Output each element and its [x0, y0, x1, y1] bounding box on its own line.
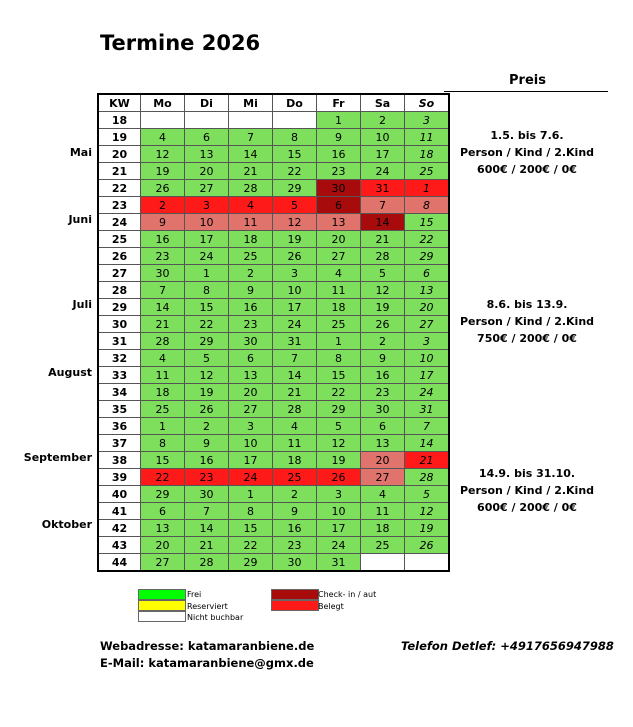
week-number: 42: [99, 520, 141, 537]
day-cell: 18: [361, 520, 405, 537]
day-cell: 12: [361, 282, 405, 299]
day-cell: 27: [317, 248, 361, 265]
day-cell: 11: [405, 129, 449, 146]
legend-label-belegt: Belegt: [318, 602, 344, 611]
day-cell: 17: [405, 367, 449, 384]
week-row: [99, 146, 449, 163]
legend-label-frei: Frei: [187, 590, 202, 599]
day-cell: [229, 112, 273, 129]
week-number: 23: [99, 197, 141, 214]
day-cell: 18: [405, 146, 449, 163]
day-cell: 11: [141, 367, 185, 384]
day-cell: 3: [405, 112, 449, 129]
month-label-mai: Mai: [69, 146, 92, 159]
calendar-header-row: [99, 95, 449, 112]
day-cell: 23: [185, 469, 229, 486]
day-cell: 8: [141, 435, 185, 452]
day-cell: 17: [185, 231, 229, 248]
legend-swatch-checkin: [271, 589, 319, 600]
week-row: [99, 452, 449, 469]
day-cell: 9: [273, 503, 317, 520]
day-cell: 29: [229, 554, 273, 571]
day-cell: 3: [273, 265, 317, 282]
month-label-august: August: [48, 366, 92, 379]
day-cell: 10: [229, 435, 273, 452]
day-cell: 24: [361, 163, 405, 180]
day-cell: 28: [405, 469, 449, 486]
day-cell: 13: [361, 435, 405, 452]
day-cell: 14: [141, 299, 185, 316]
day-cell: 3: [405, 333, 449, 350]
month-label-juli: Juli: [72, 298, 92, 311]
day-cell: 4: [317, 265, 361, 282]
day-cell: 14: [185, 520, 229, 537]
day-cell: 11: [229, 214, 273, 231]
price-amounts: 600€ / 200€ / 0€: [477, 501, 577, 514]
week-row: [99, 333, 449, 350]
day-cell: [185, 112, 229, 129]
day-cell: 17: [361, 146, 405, 163]
day-cell: 26: [405, 537, 449, 554]
day-cell: 3: [229, 418, 273, 435]
week-row: [99, 299, 449, 316]
day-cell: 5: [185, 350, 229, 367]
day-cell: 28: [141, 333, 185, 350]
day-cell: 2: [229, 265, 273, 282]
day-cell: 16: [317, 146, 361, 163]
day-cell: 24: [273, 316, 317, 333]
day-cell: 17: [317, 520, 361, 537]
day-cell: 22: [229, 537, 273, 554]
page-title: Termine 2026: [100, 31, 261, 55]
price-block-2: [446, 296, 608, 347]
price-block-1: [446, 127, 608, 178]
legend-swatch-frei: [138, 589, 186, 600]
price-header-underline: [444, 91, 608, 92]
header-day: So: [405, 95, 449, 112]
day-cell: 19: [185, 384, 229, 401]
week-number: 27: [99, 265, 141, 282]
week-number: 22: [99, 180, 141, 197]
day-cell: 14: [361, 214, 405, 231]
day-cell: 13: [141, 520, 185, 537]
week-row: [99, 265, 449, 282]
week-row: [99, 248, 449, 265]
day-cell: 22: [405, 231, 449, 248]
day-cell: 4: [141, 350, 185, 367]
day-cell: 13: [229, 367, 273, 384]
week-number: 40: [99, 486, 141, 503]
day-cell: 29: [405, 248, 449, 265]
day-cell: 19: [361, 299, 405, 316]
day-cell: 2: [141, 197, 185, 214]
week-number: 34: [99, 384, 141, 401]
day-cell: 16: [273, 520, 317, 537]
day-cell: 25: [273, 469, 317, 486]
day-cell: 30: [317, 180, 361, 197]
day-cell: 12: [185, 367, 229, 384]
day-cell: 23: [317, 163, 361, 180]
day-cell: 21: [405, 452, 449, 469]
day-cell: 20: [229, 384, 273, 401]
day-cell: 9: [141, 214, 185, 231]
header-day: Di: [185, 95, 229, 112]
day-cell: 31: [273, 333, 317, 350]
day-cell: 29: [185, 333, 229, 350]
week-row: [99, 180, 449, 197]
day-cell: 4: [361, 486, 405, 503]
day-cell: 29: [141, 486, 185, 503]
week-number: 18: [99, 112, 141, 129]
day-cell: 28: [273, 401, 317, 418]
day-cell: 26: [361, 316, 405, 333]
price-amounts: 750€ / 200€ / 0€: [477, 332, 577, 345]
day-cell: 29: [317, 401, 361, 418]
day-cell: 18: [229, 231, 273, 248]
day-cell: 16: [185, 452, 229, 469]
week-number: 25: [99, 231, 141, 248]
header-day: Fr: [317, 95, 361, 112]
day-cell: 2: [361, 112, 405, 129]
day-cell: 21: [141, 316, 185, 333]
day-cell: 11: [273, 435, 317, 452]
day-cell: 8: [317, 350, 361, 367]
day-cell: 15: [405, 214, 449, 231]
week-number: 21: [99, 163, 141, 180]
day-cell: 24: [185, 248, 229, 265]
day-cell: 23: [361, 384, 405, 401]
day-cell: 13: [185, 146, 229, 163]
day-cell: 20: [185, 163, 229, 180]
day-cell: 22: [141, 469, 185, 486]
week-row: [99, 418, 449, 435]
week-row: [99, 197, 449, 214]
day-cell: 10: [273, 282, 317, 299]
week-number: 32: [99, 350, 141, 367]
day-cell: 9: [361, 350, 405, 367]
week-row: [99, 469, 449, 486]
week-number: 41: [99, 503, 141, 520]
day-cell: 3: [185, 197, 229, 214]
day-cell: 1: [185, 265, 229, 282]
header-kw: KW: [99, 95, 141, 112]
price-categories: Person / Kind / 2.Kind: [459, 146, 595, 159]
week-number: 43: [99, 537, 141, 554]
day-cell: 10: [405, 350, 449, 367]
week-row: [99, 554, 449, 571]
month-label-oktober: Oktober: [41, 518, 92, 531]
day-cell: 10: [317, 503, 361, 520]
day-cell: 8: [229, 503, 273, 520]
phone-number: Telefon Detlef: +4917656947988: [401, 639, 614, 653]
price-amounts: 600€ / 200€ / 0€: [477, 163, 577, 176]
day-cell: 6: [229, 350, 273, 367]
day-cell: 27: [185, 180, 229, 197]
day-cell: 2: [273, 486, 317, 503]
day-cell: 16: [141, 231, 185, 248]
day-cell: 20: [361, 452, 405, 469]
day-cell: 11: [317, 282, 361, 299]
price-block-3: [446, 465, 608, 516]
web-address: Webadresse: katamaranbiene.de: [100, 639, 315, 653]
week-number: 29: [99, 299, 141, 316]
day-cell: 4: [273, 418, 317, 435]
day-cell: 5: [405, 486, 449, 503]
day-cell: 28: [361, 248, 405, 265]
day-cell: 30: [185, 486, 229, 503]
week-row: [99, 112, 449, 129]
day-cell: 5: [361, 265, 405, 282]
day-cell: 10: [361, 129, 405, 146]
day-cell: 1: [317, 112, 361, 129]
day-cell: 14: [273, 367, 317, 384]
day-cell: 7: [141, 282, 185, 299]
day-cell: 31: [361, 180, 405, 197]
day-cell: 27: [361, 469, 405, 486]
day-cell: [361, 554, 405, 571]
day-cell: 18: [317, 299, 361, 316]
day-cell: 14: [229, 146, 273, 163]
day-cell: 28: [229, 180, 273, 197]
day-cell: 9: [185, 435, 229, 452]
day-cell: 27: [229, 401, 273, 418]
day-cell: [141, 112, 185, 129]
day-cell: 20: [317, 231, 361, 248]
day-cell: 12: [141, 146, 185, 163]
legend-swatch-nicht-buchbar: [138, 611, 186, 622]
header-day: Mi: [229, 95, 273, 112]
price-period: 1.5. bis 7.6.: [490, 129, 564, 142]
week-number: 31: [99, 333, 141, 350]
calendar-body: [99, 95, 449, 571]
price-period: 8.6. bis 13.9.: [486, 298, 568, 311]
day-cell: 20: [405, 299, 449, 316]
day-cell: 25: [317, 316, 361, 333]
week-number: 19: [99, 129, 141, 146]
header-day: Do: [273, 95, 317, 112]
day-cell: 30: [141, 265, 185, 282]
day-cell: 28: [185, 554, 229, 571]
day-cell: 10: [185, 214, 229, 231]
day-cell: 7: [361, 197, 405, 214]
month-label-september: September: [23, 451, 92, 464]
week-number: 20: [99, 146, 141, 163]
day-cell: 9: [229, 282, 273, 299]
week-number: 26: [99, 248, 141, 265]
day-cell: 30: [273, 554, 317, 571]
legend-swatch-belegt: [271, 600, 319, 611]
week-number: 38: [99, 452, 141, 469]
day-cell: 8: [273, 129, 317, 146]
day-cell: 7: [229, 129, 273, 146]
day-cell: 1: [141, 418, 185, 435]
day-cell: 15: [141, 452, 185, 469]
price-header: Preis: [509, 73, 546, 88]
week-number: 36: [99, 418, 141, 435]
day-cell: 14: [405, 435, 449, 452]
day-cell: 16: [361, 367, 405, 384]
day-cell: 1: [229, 486, 273, 503]
legend-swatch-reserviert: [138, 600, 186, 611]
day-cell: 6: [141, 503, 185, 520]
day-cell: 11: [361, 503, 405, 520]
day-cell: 6: [405, 265, 449, 282]
day-cell: [405, 554, 449, 571]
day-cell: 22: [317, 384, 361, 401]
day-cell: 27: [405, 316, 449, 333]
price-period: 14.9. bis 31.10.: [478, 467, 576, 480]
day-cell: 25: [405, 163, 449, 180]
day-cell: 1: [317, 333, 361, 350]
day-cell: 26: [273, 248, 317, 265]
day-cell: 8: [405, 197, 449, 214]
day-cell: 30: [361, 401, 405, 418]
price-categories: Person / Kind / 2.Kind: [459, 315, 595, 328]
day-cell: 12: [405, 503, 449, 520]
day-cell: 16: [229, 299, 273, 316]
day-cell: 7: [273, 350, 317, 367]
day-cell: 25: [141, 401, 185, 418]
day-cell: 31: [405, 401, 449, 418]
day-cell: 23: [273, 537, 317, 554]
day-cell: 15: [273, 146, 317, 163]
day-cell: 12: [317, 435, 361, 452]
week-row: [99, 384, 449, 401]
day-cell: 23: [229, 316, 273, 333]
day-cell: 13: [317, 214, 361, 231]
day-cell: 21: [273, 384, 317, 401]
day-cell: 18: [141, 384, 185, 401]
week-row: [99, 214, 449, 231]
week-number: 33: [99, 367, 141, 384]
day-cell: 15: [185, 299, 229, 316]
day-cell: 24: [405, 384, 449, 401]
day-cell: 17: [273, 299, 317, 316]
day-cell: 21: [185, 537, 229, 554]
day-cell: 7: [405, 418, 449, 435]
week-row: [99, 350, 449, 367]
week-row: [99, 435, 449, 452]
day-cell: 18: [273, 452, 317, 469]
week-row: [99, 129, 449, 146]
header-day: Sa: [361, 95, 405, 112]
week-row: [99, 520, 449, 537]
day-cell: 2: [185, 418, 229, 435]
day-cell: [273, 112, 317, 129]
day-cell: 19: [405, 520, 449, 537]
header-day: Mo: [141, 95, 185, 112]
week-row: [99, 503, 449, 520]
price-categories: Person / Kind / 2.Kind: [459, 484, 595, 497]
day-cell: 21: [229, 163, 273, 180]
day-cell: 20: [141, 537, 185, 554]
day-cell: 4: [229, 197, 273, 214]
day-cell: 22: [273, 163, 317, 180]
day-cell: 12: [273, 214, 317, 231]
week-row: [99, 282, 449, 299]
day-cell: 24: [229, 469, 273, 486]
day-cell: 3: [317, 486, 361, 503]
day-cell: 5: [317, 418, 361, 435]
week-row: [99, 367, 449, 384]
week-row: [99, 163, 449, 180]
day-cell: 4: [141, 129, 185, 146]
week-number: 44: [99, 554, 141, 571]
day-cell: 9: [317, 129, 361, 146]
week-number: 35: [99, 401, 141, 418]
day-cell: 19: [141, 163, 185, 180]
day-cell: 19: [273, 231, 317, 248]
week-row: [99, 486, 449, 503]
week-row: [99, 316, 449, 333]
day-cell: 15: [229, 520, 273, 537]
day-cell: 17: [229, 452, 273, 469]
week-number: 24: [99, 214, 141, 231]
week-row: [99, 231, 449, 248]
day-cell: 6: [185, 129, 229, 146]
day-cell: 13: [405, 282, 449, 299]
week-row: [99, 537, 449, 554]
day-cell: 2: [361, 333, 405, 350]
legend-label-nicht-buchbar: Nicht buchbar: [187, 613, 244, 622]
day-cell: 15: [317, 367, 361, 384]
day-cell: 6: [361, 418, 405, 435]
day-cell: 27: [141, 554, 185, 571]
month-label-juni: Juni: [68, 213, 92, 226]
day-cell: 19: [317, 452, 361, 469]
day-cell: 30: [229, 333, 273, 350]
day-cell: 21: [361, 231, 405, 248]
booking-calendar: [98, 94, 449, 571]
day-cell: 26: [141, 180, 185, 197]
day-cell: 7: [185, 503, 229, 520]
day-cell: 6: [317, 197, 361, 214]
legend-label-reserviert: Reserviert: [187, 602, 228, 611]
day-cell: 1: [405, 180, 449, 197]
day-cell: 29: [273, 180, 317, 197]
day-cell: 26: [185, 401, 229, 418]
day-cell: 31: [317, 554, 361, 571]
day-cell: 23: [141, 248, 185, 265]
week-number: 30: [99, 316, 141, 333]
legend-label-checkin: Check- in / aut: [318, 590, 377, 599]
week-number: 28: [99, 282, 141, 299]
day-cell: 26: [317, 469, 361, 486]
day-cell: 8: [185, 282, 229, 299]
day-cell: 22: [185, 316, 229, 333]
week-number: 37: [99, 435, 141, 452]
day-cell: 25: [361, 537, 405, 554]
week-number: 39: [99, 469, 141, 486]
week-row: [99, 401, 449, 418]
day-cell: 24: [317, 537, 361, 554]
email-address: E-Mail: katamaranbiene@gmx.de: [100, 656, 314, 670]
day-cell: 5: [273, 197, 317, 214]
day-cell: 25: [229, 248, 273, 265]
